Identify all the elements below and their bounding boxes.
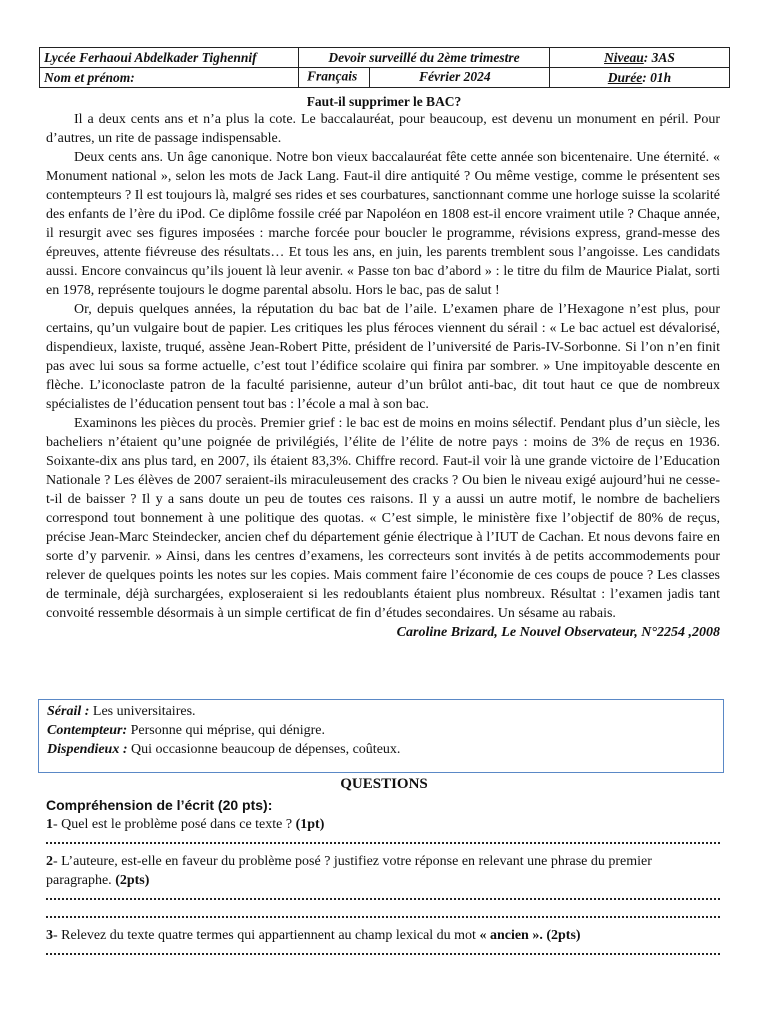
glossary-term: Sérail : [47,704,90,719]
exam-date: Février 2024 [419,68,491,84]
question-points: . (2pts) [539,928,581,943]
duration-label: Durée [607,69,643,85]
glossary-item [47,740,715,759]
glossary-term: Dispendieux : [47,742,128,757]
source-citation: Caroline Brizard, Le Nouvel Observateur, N°2254 ,2008 [396,625,720,640]
glossary-definition: Les universitaires. [89,704,196,719]
question-number: 2 [46,854,53,869]
paragraph: Or, depuis quelques années, la réputation du bac bat de l’aile. L’examen phare de l’Hexagone n’est plus, pour certains, qu’un vulgaire bout de papier. Les critiques les plus féroces viennent du sérail : « Le bac actuel est dévalorisé, dispendieux, laxiste, truqué, assène Jean-Robert Pitte, président de l’université de Paris-IV-Sorbonne. Si l’on n’en finit pas avec lui sous sa forme actuelle, c’est tout l’édifice scolaire qui finira par sombrer. » Une impitoyable descente en flèche. L’iconoclaste patron de la faculté parisienne, auteur d’un brûlot anti-bac, dit tout haut ce que de nombreux spécialistes de l’éducation pensent tout bas : l’école a mal à son bac. [46,302,720,412]
answer-line[interactable] [46,890,720,900]
level-label: Niveau [604,49,644,65]
duration-cell [550,68,730,88]
paragraph: Deux cents ans. Un âge canonique. Notre bon vieux baccalauréat fête cette année son bicentenaire. Une éternité. « Monument national », selon les mots de Jack Lang. Faut-il dire antiquité ? Ou même vestige, comme le présentent ses contempteurs ? Il est toujours là, malgré ses rides et ses courbatures, sanctionnant comme une horloge suisse la scolarité des enfants de l’ère du iPod. Ce diplôme fossile créé par Napoléon en 1808 est-il encore vraiment utile ? Chaque année, il resurgit avec ses figures imposées : marche forcée pour boucler le programme, révisions express, grand-messe des épreuves, attente fiévreuse des résultats… Et tous les ans, en juin, les parents tremblent sous l’angoisse. Les candidats aussi. Encore convaincus qu’ils jouent là leur avenir. « Passe ton bac d’abord » : le titre du film de Maurice Pialat, sorti en 1978, représente toujours le dogme parental absolu. Hors le bac, pas de salut ! [46,150,720,298]
question-number: 1 [46,817,53,832]
subject: Français [307,68,358,84]
question-text: - L’auteure, est-elle en faveur du problème posé ? justifiez votre réponse en relevant une phrase du premier paragraphe. [46,854,652,888]
question-3 [46,926,720,945]
paragraph: Examinons les pièces du procès. Premier grief : le bac est de moins en moins sélectif. Pendant plus d’un siècle, les bacheliers n’étaient qu’une poignée de privilégiés, l’élite de l’élite de notre pays : moins de 3% de reçus en 1936. Soixante-dix ans plus tard, en 2007, ils étaient 83,3%. Chiffre record. Faut-il voir là une grande victoire de l’Education Nationale ? Les élèves de 2007 seraient-ils miraculeusement des cracks ? Ou bien le niveau exigé aujourd’hui ne cesse-t-il de baisser ? Il y a sans doute un peu de toutes ces raisons. Il y a aussi un autre motif, le nombre de bacheliers correspond tout bonnement à une politique des quotas. « C’est simple, le ministère fixe l’objectif de 80% de reçus, précise Jean-Marc Steindecker, ancien chef du département génie électrique à l’IUT de Cachan. Et nous devons faire en sorte d’y parvenir. » Ainsi, dans les centres d’examens, les correcteurs sont invités à de petits accommodements pour relever de quelques points les notes sur les copies. Mais comment faire l’économie de ces coups de pouce ? Les classes de terminale, déjà surchargées, exploseraient si les redoublants étaient plus nombreux. Résultat : l’examen jadis tant convoité ressemble désormais à un simple certificat de fin d’études secondaires. Un sésame au rabais. [46,416,720,621]
question-points: (1pt) [295,817,325,832]
subject-date-cell [299,68,550,88]
glossary-box [38,699,724,773]
level-cell [550,48,730,68]
glossary-item [47,702,715,721]
exam-header [39,47,730,88]
question-number: 3 [46,928,53,943]
text-body [46,110,720,642]
questions-title: QUESTIONS [340,776,428,792]
duration-value: : 01h [642,69,672,85]
question-2 [46,852,720,890]
answer-line[interactable] [46,834,720,844]
glossary-definition: Qui occasionne beaucoup de dépenses, coûteux. [127,742,401,757]
question-keyword: « ancien » [479,928,540,943]
answer-line[interactable] [46,908,720,918]
answer-line[interactable] [46,945,720,955]
paragraph: Il a deux cents ans et n’a plus la cote. Le baccalauréat, pour beaucoup, est devenu un monument en péril. Pour d’autres, un rite de passage indispensable. [46,112,720,146]
question-text: - Relevez du texte quatre termes qui appartiennent au champ lexical du mot [53,928,480,943]
exam-title: Devoir surveillé du 2ème trimestre [299,48,550,68]
questions-section [46,796,720,963]
text-title: Faut-il supprimer le BAC? [306,94,462,109]
question-text: - Quel est le problème posé dans ce texte ? [53,817,296,832]
student-name-label: Nom et prénom: [40,68,299,88]
glossary-term: Contempteur: [47,723,128,738]
glossary-item [47,721,715,740]
question-1 [46,815,720,834]
glossary-definition: Personne qui méprise, qui dénigre. [127,723,326,738]
section-heading: Compréhension de l’écrit (20 pts): [46,797,273,813]
level-value: : 3AS [643,49,675,65]
school-name: Lycée Ferhaoui Abdelkader Tighennif [40,48,299,68]
question-points: (2pts) [115,873,150,888]
